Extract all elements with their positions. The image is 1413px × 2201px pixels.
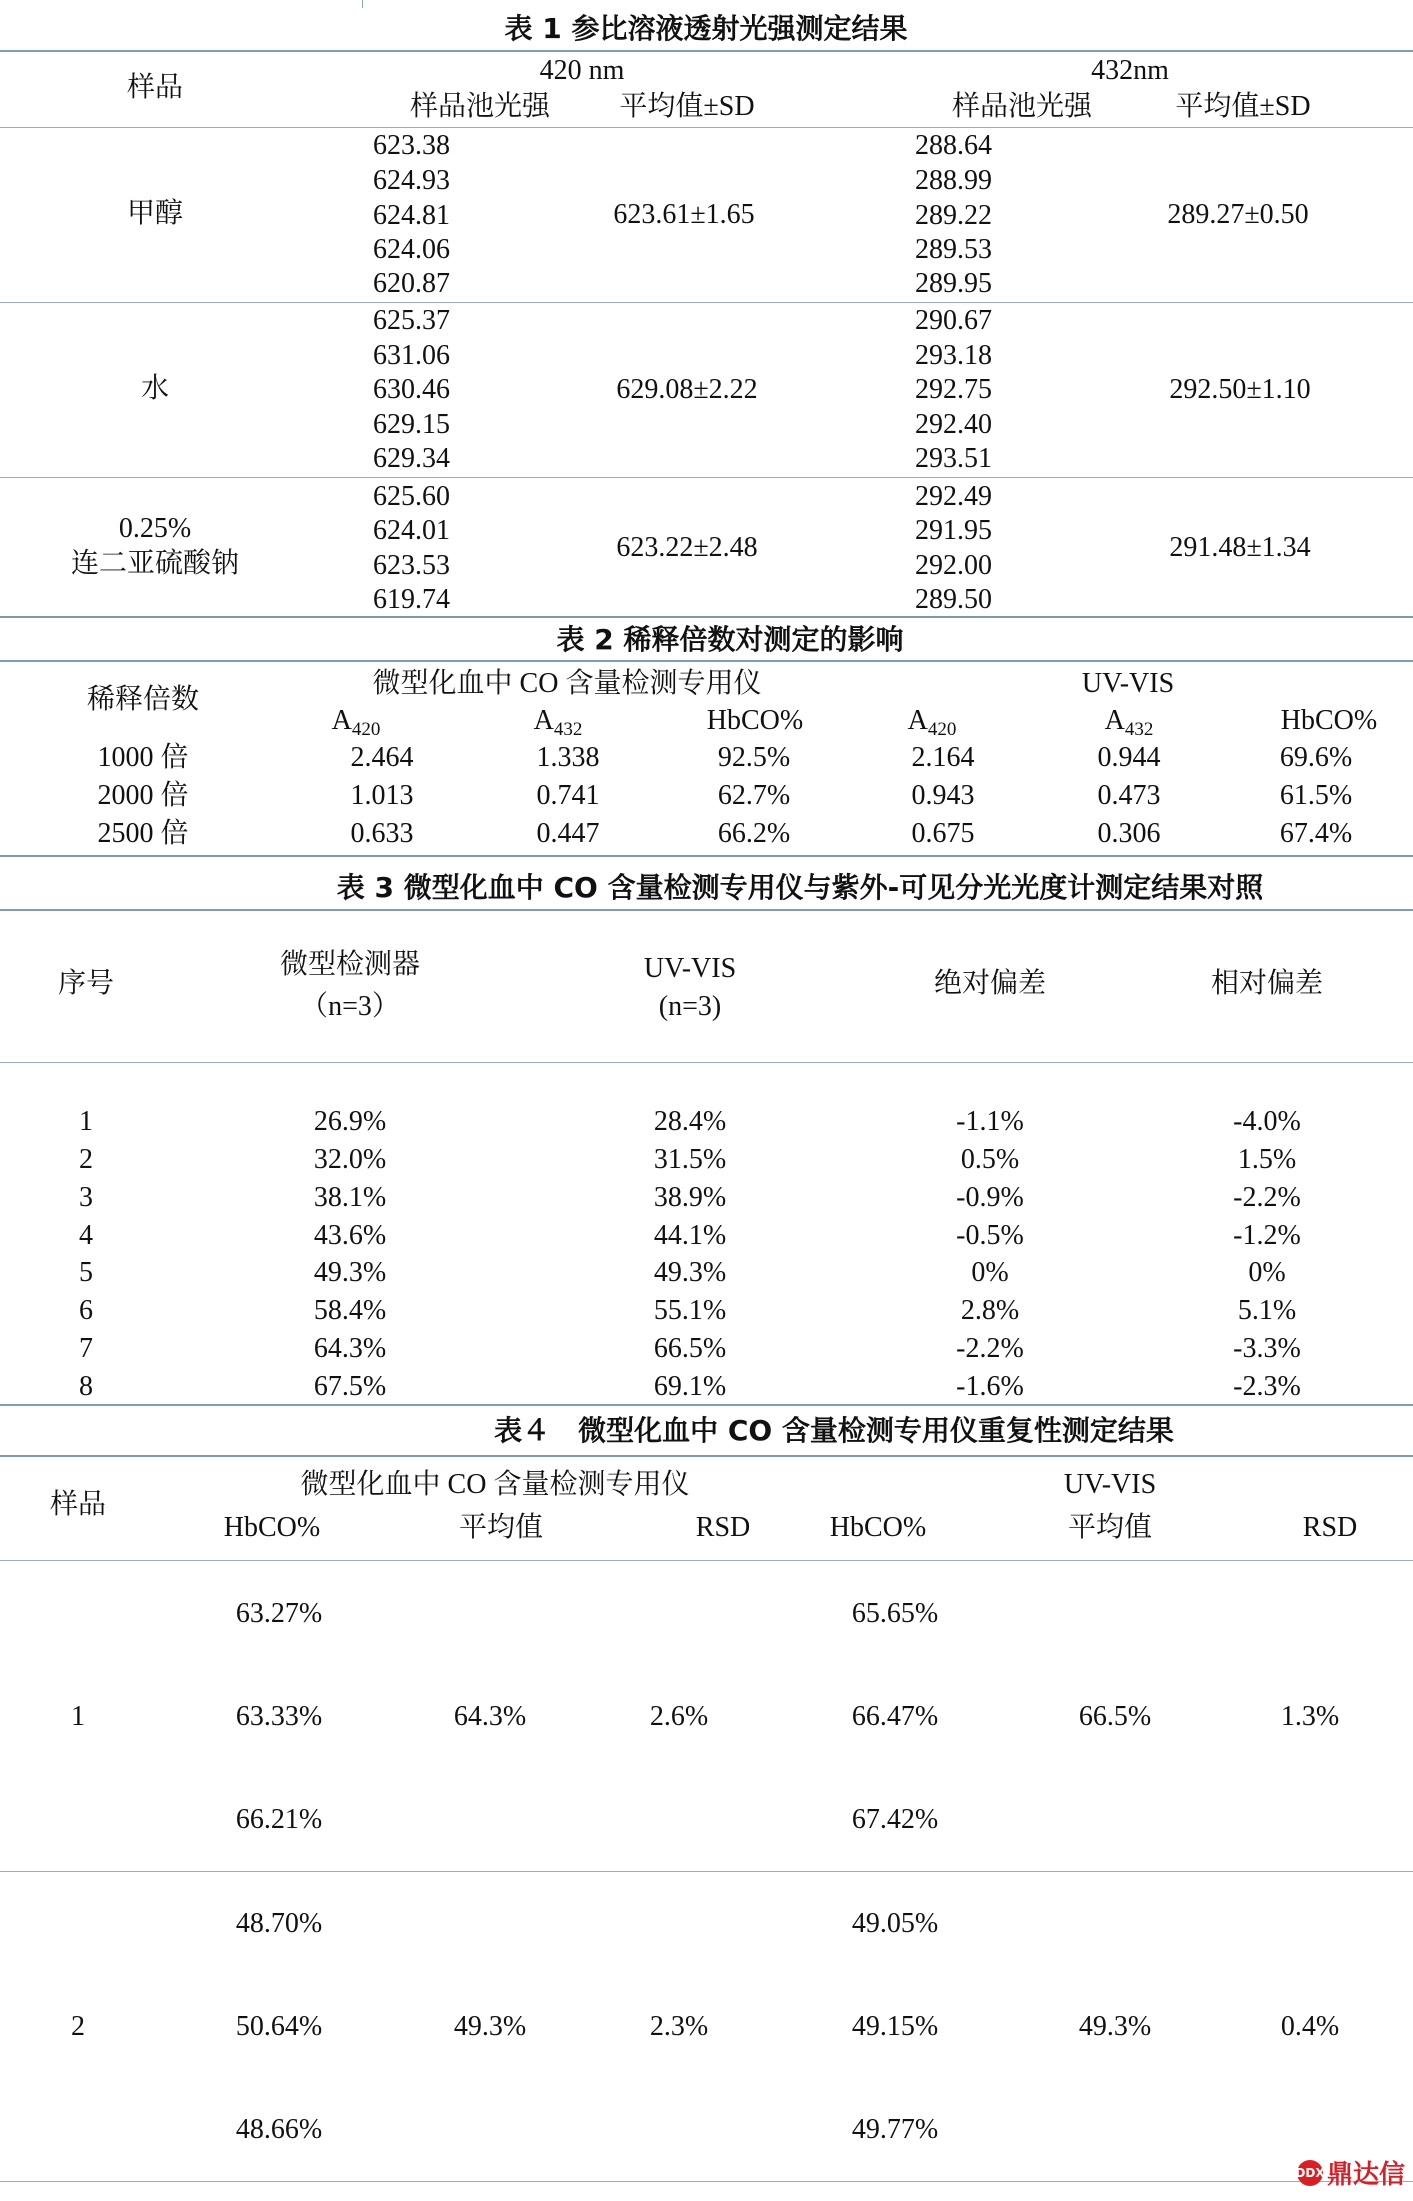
table-2-cell: 2500 倍 [97,818,189,849]
table-1-value: 624.81 [373,200,450,231]
table-1-value: 288.99 [915,165,992,196]
table-1-subheader-mean-432: 平均值±SD [1175,91,1311,122]
table-3-cell: 0% [971,1257,1009,1288]
table-2-cell: 0.741 [536,780,600,811]
table-2-header-hbco: HbCO% [706,705,804,736]
table-3-cell: 8 [79,1371,93,1402]
table-2-cell: 0.473 [1097,780,1161,811]
table-2-cell: 2.164 [911,742,975,773]
table-3-cell: 38.9% [653,1182,727,1213]
table-1-value: 288.64 [915,130,992,161]
table-2-cell: 0.943 [911,780,975,811]
table-2-header-group-micro: 微型化血中 CO 含量检测专用仪 [372,668,762,699]
table-3-header-abs-dev: 绝对偏差 [933,968,1047,999]
table-4-mean: 49.3% [453,2011,527,2042]
a-label: A [331,705,352,736]
table-1-header-432nm: 432nm [1091,55,1169,86]
table-4-header-rsd-uv: RSD [1302,1512,1358,1543]
table-3-header-micro: 微型检测器 [279,949,421,980]
a-subscript: 432 [553,719,583,740]
table-3-cell: -3.3% [1233,1333,1301,1364]
table-4-value: 48.70% [235,1908,323,1939]
table-2-header-a420 [332,705,381,746]
table-1-sample-name: 甲醇 [126,198,184,229]
table-3-cell: -1.6% [956,1371,1024,1402]
table-4-bottom-rule [0,2181,1413,2182]
table-1-value: 624.01 [373,515,450,546]
table-4-value: 48.66% [235,2114,323,2145]
table-2-top-rule [0,660,1413,662]
table-4-mean: 49.3% [1078,2011,1152,2042]
table-1-header-rule [0,127,1413,128]
table-1-value: 629.15 [373,409,450,440]
table-2-cell: 92.5% [717,742,791,773]
table-4-value: 63.27% [235,1598,323,1629]
table-3-top-rule [0,909,1413,911]
table-3-header-micro-n: （n=3） [300,991,400,1022]
table-3-cell: 49.3% [653,1257,727,1288]
a-label: A [533,705,554,736]
table-1-header-420nm: 420 nm [539,55,625,86]
table-4-header-rule [0,1560,1413,1561]
table-3-header-rule [0,1062,1413,1063]
table-1-mean: 289.27±0.50 [1167,199,1309,230]
table-3-cell: 0.5% [960,1144,1020,1175]
table-2-cell: 61.5% [1279,780,1353,811]
table-1-mean: 623.22±2.48 [616,532,758,563]
table-1-sample-name: 0.25% [118,513,192,544]
table-1-group-rule [0,302,1413,303]
table-1-value: 292.00 [915,550,992,581]
table-3-cell: 32.0% [313,1144,387,1175]
table-1-value: 630.46 [373,374,450,405]
table-3-cell: 38.1% [313,1182,387,1213]
table-1-mean: 291.48±1.34 [1169,532,1311,563]
table-3-cell: -0.9% [956,1182,1024,1213]
table-1-value: 289.22 [915,200,992,231]
table-3-cell: 5.1% [1237,1295,1297,1326]
table-2-title: 表 2 稀释倍数对测定的影响 [556,623,904,656]
table-1-value: 623.53 [373,550,450,581]
table-3-cell: 28.4% [653,1106,727,1137]
table-4-mean: 66.5% [1078,1701,1152,1732]
table-1-mean: 623.61±1.65 [613,199,755,230]
table-1-mean: 292.50±1.10 [1169,374,1311,405]
table-4-header-group-uvvis: UV-VIS [1063,1469,1157,1500]
table-3-cell: 67.5% [313,1371,387,1402]
table-1-bottom-rule [0,616,1413,618]
table-3-header-no: 序号 [57,968,115,999]
table-3-cell: 31.5% [653,1144,727,1175]
page-edge-mark [362,0,363,8]
table-4-sample-no: 2 [71,2011,85,2042]
table-2-cell: 2000 倍 [97,780,189,811]
table-3-cell: 64.3% [313,1333,387,1364]
table-1-top-rule [0,50,1413,52]
table-2-bottom-rule [0,855,1413,857]
table-1-subheader-cell-432: 样品池光强 [951,91,1093,122]
table-1-value: 291.95 [915,515,992,546]
table-1-sample-name: 连二亚硫酸钠 [70,548,240,579]
logo-badge-icon: DDX [1297,2160,1323,2186]
table-4-value: 66.47% [851,1701,939,1732]
table-1-value: 293.51 [915,443,992,474]
table-4-rsd: 2.3% [649,2011,709,2042]
table-2-cell: 0.633 [350,818,414,849]
table-1-mean: 629.08±2.22 [616,374,758,405]
table-3-cell: 7 [79,1333,93,1364]
table-4-mean: 64.3% [453,1701,527,1732]
table-2-cell: 1000 倍 [97,742,189,773]
table-4-value: 49.05% [851,1908,939,1939]
table-2-cell: 1.338 [536,742,600,773]
table-4-group-rule [0,1871,1413,1872]
a-label: A [907,705,928,736]
table-3-cell: 44.1% [653,1220,727,1251]
table-1-value: 292.49 [915,481,992,512]
table-3-cell: 5 [79,1257,93,1288]
table-3-cell: 26.9% [313,1106,387,1137]
table-3-cell: 4 [79,1220,93,1251]
table-3-cell: 2 [79,1144,93,1175]
table-4-header-mean-uv: 平均值 [1067,1512,1153,1543]
table-4-value: 66.21% [235,1804,323,1835]
table-3-cell: -4.0% [1233,1106,1301,1137]
table-4-value: 67.42% [851,1804,939,1835]
a-label: A [1104,705,1125,736]
table-2-cell: 62.7% [717,780,791,811]
table-3-header-rel-dev: 相对偏差 [1210,968,1324,999]
table-3-cell: 1 [79,1106,93,1137]
a-subscript: 432 [1124,719,1154,740]
table-1-value: 631.06 [373,340,450,371]
table-4-value: 63.33% [235,1701,323,1732]
a-subscript: 420 [351,719,381,740]
table-4-header-group-micro: 微型化血中 CO 含量检测专用仪 [300,1469,690,1500]
table-2-header-a432 [534,705,583,746]
table-3-cell: 55.1% [653,1295,727,1326]
table-2-cell: 69.6% [1279,742,1353,773]
table-1-header-sample: 样品 [126,72,184,103]
table-4-header-rsd: RSD [695,1512,751,1543]
table-4-rsd: 2.6% [649,1701,709,1732]
table-4-rsd: 1.3% [1280,1701,1340,1732]
table-3-cell: 0% [1248,1257,1286,1288]
logo-text: 鼎达信 [1326,2160,1405,2190]
table-4-header-mean: 平均值 [458,1512,544,1543]
table-3-cell: -2.2% [1233,1182,1301,1213]
table-3-cell: 3 [79,1182,93,1213]
table-3-cell: 58.4% [313,1295,387,1326]
table-3-cell: -2.3% [1233,1371,1301,1402]
table-3-cell: 43.6% [313,1220,387,1251]
table-2-cell: 67.4% [1279,818,1353,849]
table-3-title: 表 3 微型化血中 CO 含量检测专用仪与紫外-可见分光光度计测定结果对照 [336,871,1264,904]
table-1-value: 624.06 [373,234,450,265]
table-1-value: 625.60 [373,481,450,512]
table-1-group-rule [0,477,1413,478]
table-2-header-dilution: 稀释倍数 [86,684,200,715]
table-4-rsd: 0.4% [1280,2011,1340,2042]
table-1-value: 629.34 [373,443,450,474]
a-subscript: 420 [927,719,957,740]
table-2-cell: 0.944 [1097,742,1161,773]
table-2-header-a420-uv [908,705,957,746]
table-1-subheader-mean-420: 平均值±SD [619,91,755,122]
table-3-header-uvvis-n: (n=3) [658,991,722,1022]
table-4-header-sample: 样品 [49,1489,107,1520]
table-2-cell: 1.013 [350,780,414,811]
table-3-cell: -0.5% [956,1220,1024,1251]
table-1-value: 293.18 [915,340,992,371]
table-1-value: 292.40 [915,409,992,440]
table-3-cell: 66.5% [653,1333,727,1364]
table-2-header-group-uvvis: UV-VIS [1081,668,1175,699]
table-1-subheader-cell-420: 样品池光强 [409,91,551,122]
table-1-sample-name: 水 [140,373,170,404]
table-1-value: 624.93 [373,165,450,196]
table-4-header-hbco: HbCO% [223,1512,321,1543]
table-4-title: 表４ 微型化血中 CO 含量检测专用仪重复性测定结果 [494,1414,1174,1447]
table-3-header-uvvis: UV-VIS [643,953,737,984]
table-3-cell: -1.1% [956,1106,1024,1137]
table-3-cell: 6 [79,1295,93,1326]
table-4-value: 65.65% [851,1598,939,1629]
table-2-cell: 66.2% [717,818,791,849]
table-1-value: 619.74 [373,584,450,615]
table-2-cell: 0.306 [1097,818,1161,849]
table-2-cell: 0.675 [911,818,975,849]
table-1-value: 290.67 [915,305,992,336]
table-2-header-hbco-uv: HbCO% [1280,705,1378,736]
watermark-logo [1297,2154,1405,2191]
table-2-cell: 2.464 [350,742,414,773]
table-1-title: 表 1 参比溶液透射光强测定结果 [504,12,908,45]
table-2-cell: 0.447 [536,818,600,849]
table-4-header-hbco-uv: HbCO% [829,1512,927,1543]
table-3-cell: 49.3% [313,1257,387,1288]
table-1-value: 289.53 [915,234,992,265]
table-2-header-a432-uv [1105,705,1154,746]
table-1-value: 625.37 [373,305,450,336]
table-4-sample-no: 1 [71,1701,85,1732]
table-1-value: 623.38 [373,130,450,161]
table-4-value: 49.15% [851,2011,939,2042]
table-4-top-rule [0,1455,1413,1457]
table-3-bottom-rule [0,1404,1413,1406]
table-1-value: 292.75 [915,374,992,405]
table-3-cell: 1.5% [1237,1144,1297,1175]
table-4-value: 50.64% [235,2011,323,2042]
table-1-value: 289.50 [915,584,992,615]
table-3-cell: -2.2% [956,1333,1024,1364]
table-3-cell: -1.2% [1233,1220,1301,1251]
table-1-value: 289.95 [915,268,992,299]
table-1-value: 620.87 [373,268,450,299]
table-3-cell: 69.1% [653,1371,727,1402]
table-4-value: 49.77% [851,2114,939,2145]
table-3-cell: 2.8% [960,1295,1020,1326]
